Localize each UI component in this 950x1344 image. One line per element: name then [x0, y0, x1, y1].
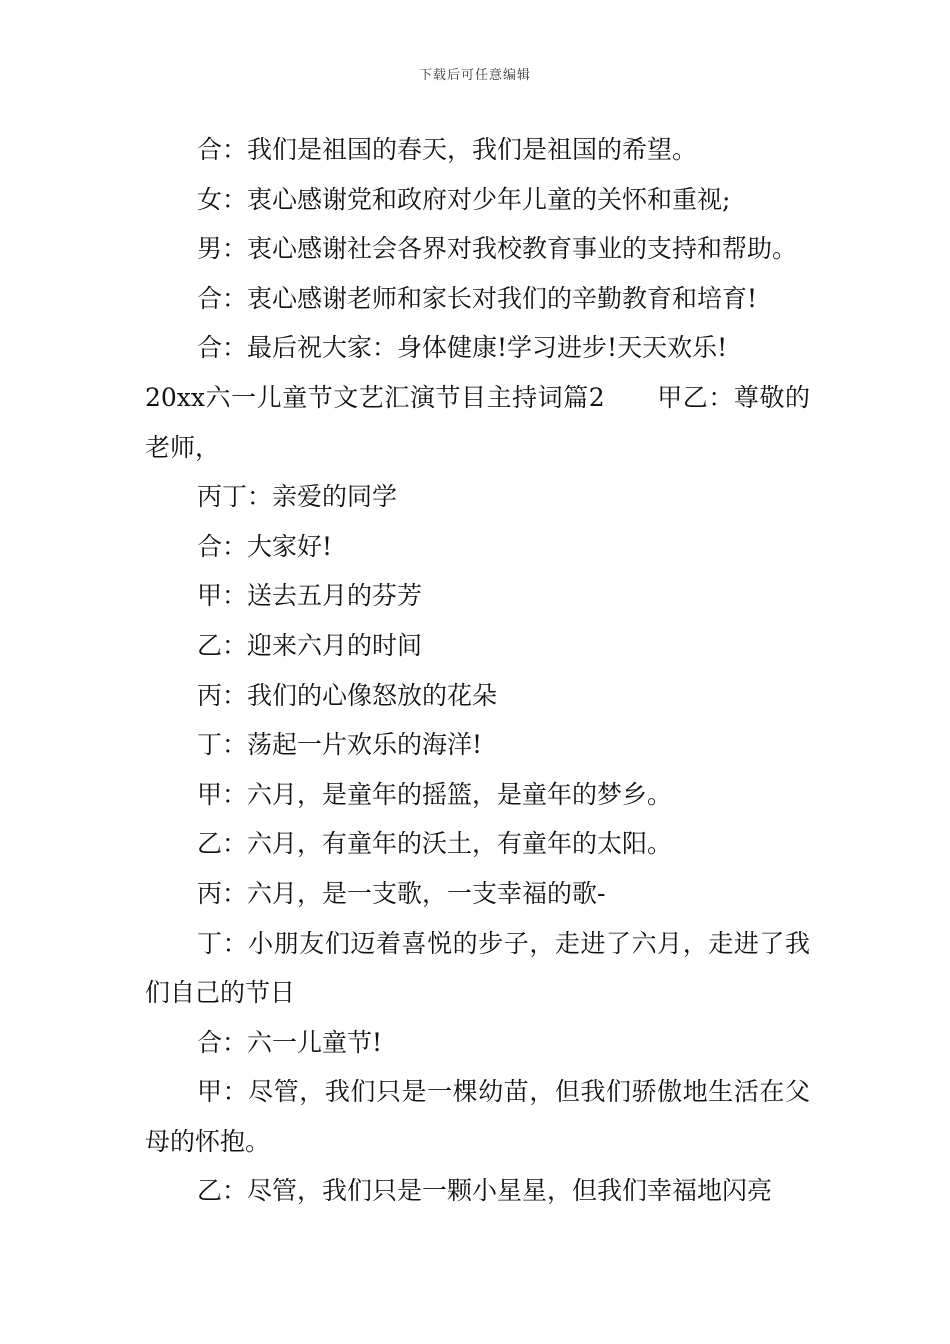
script-line: 乙：迎来六月的时间 [197, 630, 423, 660]
script-line: 乙：六月，有童年的沃土，有童年的太阳。 [197, 829, 673, 859]
script-line: 乙：尽管，我们只是一颗小星星，但我们幸福地闪亮 [197, 1176, 773, 1206]
script-line: 甲：送去五月的芬芳 [197, 581, 423, 611]
script-line: 甲：六月，是童年的摇篮，是童年的梦乡。 [197, 779, 673, 809]
script-line: 男：衷心感谢社会各界对我校教育事业的支持和帮助。 [197, 234, 798, 264]
script-line: 丙：六月，是一支歌，一支幸福的歌- [197, 878, 606, 908]
script-line: 合：我们是祖国的春天，我们是祖国的希望。 [197, 135, 698, 164]
script-line: 丙：我们的心像怒放的花朵 [197, 680, 498, 710]
page-header: 下载后可任意编辑 [418, 68, 531, 83]
script-line: 合：衷心感谢老师和家长对我们的辛勤教育和培育! [197, 283, 758, 313]
script-line: 甲：尽管，我们只是一棵幼苗，但我们骄傲地生活在父母的怀抱。 [145, 1077, 810, 1156]
script-line: 丁：荡起一片欢乐的海洋! [197, 730, 483, 760]
script-line: 甲乙：尊敬的老师， [145, 382, 810, 462]
script-line: 女：衷心感谢党和政府对少年儿童的关怀和重视; [197, 184, 731, 214]
script-line: 丁：小朋友们迈着喜悦的步子，走进了六月，走进了我们自己的节日 [145, 928, 810, 1008]
document-body [145, 125, 810, 1216]
script-line: 合：最后祝大家：身体健康!学习进步!天天欢乐! [197, 333, 728, 363]
section-title: 20xx六一儿童节文艺汇演节目主持词篇2 [145, 382, 605, 412]
script-line: 合：六一儿童节! [197, 1027, 383, 1057]
section-title-paragraph [145, 373, 810, 472]
script-line: 丙丁：亲爱的同学 [197, 482, 398, 512]
script-line: 合：大家好! [197, 531, 333, 561]
